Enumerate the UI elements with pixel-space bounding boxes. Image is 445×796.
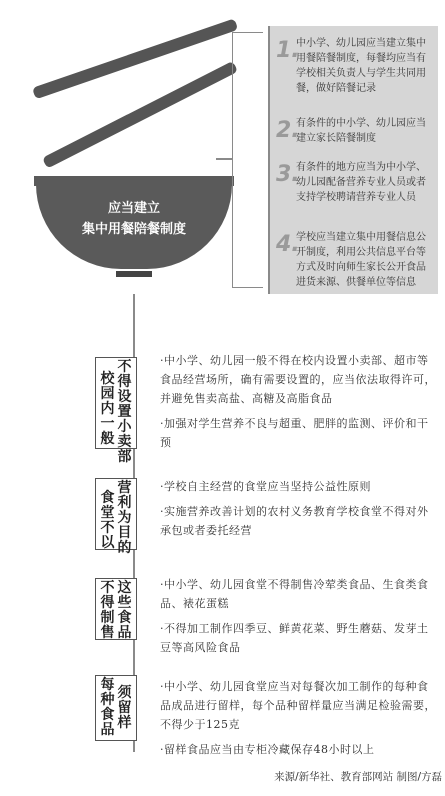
bullet-text: ·不得加工制作四季豆、鲜黄花菜、野生蘑菇、发芽土豆等高风险食品 <box>160 622 429 654</box>
section-label-col2: 营利为目的 <box>117 480 132 556</box>
section-label-col1: 食堂不以 <box>100 490 115 551</box>
section-bullets-3 <box>160 575 436 663</box>
section-bullets-2 <box>160 477 436 546</box>
section-label-col2: 不得设置小卖部 <box>117 359 132 465</box>
section-label-box-4 <box>95 675 137 741</box>
item-number: 2. <box>276 118 300 143</box>
item-text: 有条件的地方应当为中小学、幼儿园配备营养专业人员或者支持学校聘请营养专业人员 <box>296 162 426 203</box>
panel-divider <box>268 26 270 294</box>
item-number: 1. <box>276 38 300 63</box>
bullet-text: ·实施营养改善计划的农村义务教育学校食堂不得对外承包或者委托经营 <box>160 505 429 537</box>
section-label-col2: 这些食品 <box>117 580 132 641</box>
item-text: 有条件的中小学、幼儿园应当建立家长陪餐制度 <box>296 118 426 144</box>
section-bullets-1 <box>160 351 436 458</box>
item-text: 中小学、幼儿园应当建立集中用餐陪餐制度，每餐均应当有学校相关负责人与学生共同用餐，做好陪餐记录 <box>296 38 426 94</box>
section-label-col1: 不得制售 <box>100 580 115 641</box>
section-label-box-2 <box>95 478 137 556</box>
requirement-item-2 <box>272 116 436 150</box>
requirement-item-1 <box>272 36 436 100</box>
requirement-item-4 <box>272 230 436 294</box>
section-bullets-4 <box>160 677 436 765</box>
bowl-title-line2: 集中用餐陪餐制度 <box>81 222 186 237</box>
bracket-connector <box>216 158 232 160</box>
bullet-text: ·留样食品应当由专柜冷藏保存48小时以上 <box>160 743 375 756</box>
bowl-title-line1: 应当建立 <box>107 201 160 216</box>
bracket <box>232 32 263 288</box>
item-text: 学校应当建立集中用餐信息公开制度，利用公共信息平台等方式及时向师生家长公开食品进货来源、供餐单位等信息 <box>296 232 426 288</box>
section-label-box-1 <box>95 357 137 465</box>
section-label-col2: 须留样 <box>117 685 132 731</box>
section-label-box-3 <box>95 578 137 640</box>
item-number: 4. <box>276 232 300 257</box>
bullet-text: ·学校自主经营的食堂应当坚持公益性原则 <box>160 480 371 493</box>
bowl-title <box>34 198 234 240</box>
bowl-foot <box>116 271 152 277</box>
source-credit: 来源/新华社、教育部网站 制图/方磊 <box>274 771 442 783</box>
item-number: 3. <box>276 162 300 187</box>
bowl-graphic <box>34 176 234 276</box>
bullet-text: ·加强对学生营养不良与超重、肥胖的监测、评价和干预 <box>160 417 429 449</box>
bullet-text: ·中小学、幼儿园一般不得在校内设置小卖部、超市等食品经营场所，确有需要设置的，应当依法取得许可，并避免售卖高盐、高糖及高脂食品 <box>160 354 436 405</box>
bullet-text: ·中小学、幼儿园食堂不得制售冷荤类食品、生食类食品、裱花蛋糕 <box>160 578 429 610</box>
bullet-text: ·中小学、幼儿园食堂应当对每餐次加工制作的每种食品成品进行留样，每个品种留样量应当满足检验需要，不得少于125克 <box>160 680 436 731</box>
section-label-col1: 校园内一般 <box>100 371 115 447</box>
requirement-item-3 <box>272 160 436 224</box>
section-label-col1: 每种食品 <box>100 677 115 738</box>
